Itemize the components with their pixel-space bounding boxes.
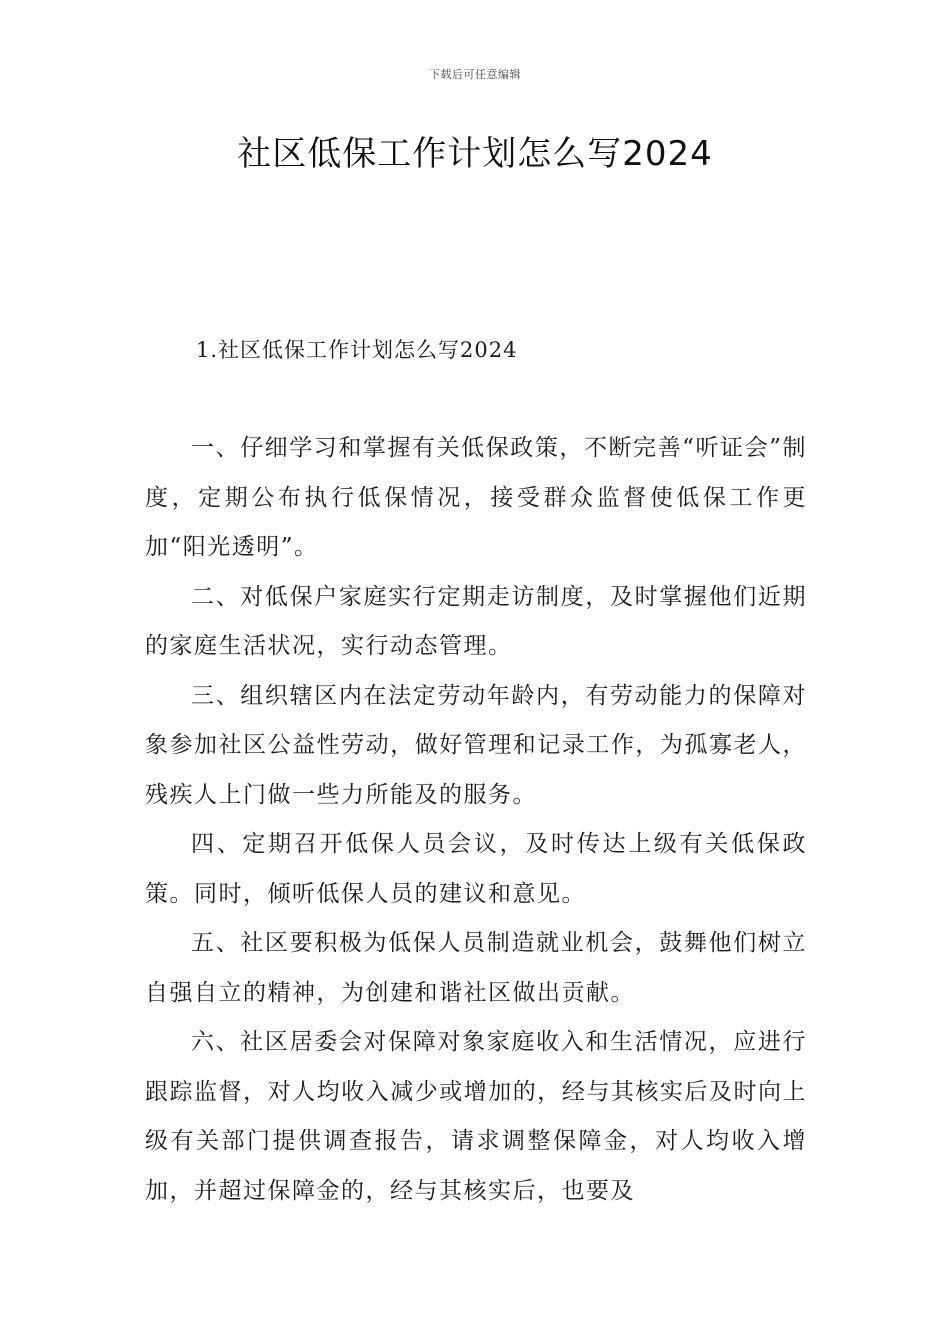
paragraph-1: 一、仔细学习和掌握有关低保政策，不断完善“听证会”制度，定期公布执行低保情况，接受群众监督使低保工作更加“阳光透明”。 bbox=[145, 435, 807, 560]
paragraph-5: 五、社区要积极为低保人员制造就业机会，鼓舞他们树立自强自立的精神，为创建和谐社区做出贡献。 bbox=[145, 930, 807, 1006]
body-text bbox=[145, 424, 807, 1216]
document-title: 社区低保工作计划怎么写2024 bbox=[237, 134, 713, 174]
header-note: 下载后可任意编辑 bbox=[429, 68, 521, 81]
paragraph-2: 二、对低保户家庭实行定期走访制度，及时掌握他们近期的家庭生活状况，实行动态管理。 bbox=[145, 583, 807, 659]
paragraph-4: 四、定期召开低保人员会议，及时传达上级有关低保政策。同时，倾听低保人员的建议和意见。 bbox=[145, 831, 807, 907]
paragraph-6: 六、社区居委会对保障对象家庭收入和生活情况，应进行跟踪监督，对人均收入减少或增加的，经与其核实后及时向上级有关部门提供调查报告，请求调整保障金，对人均收入增加，并超过保障金的，经与其核实后，也要及 bbox=[145, 1029, 807, 1204]
section-heading: 1.社区低保工作计划怎么写2024 bbox=[196, 338, 518, 362]
paragraph-3: 三、组织辖区内在法定劳动年龄内，有劳动能力的保障对象参加社区公益性劳动，做好管理和记录工作，为孤寡老人，残疾人上门做一些力所能及的服务。 bbox=[145, 682, 807, 808]
